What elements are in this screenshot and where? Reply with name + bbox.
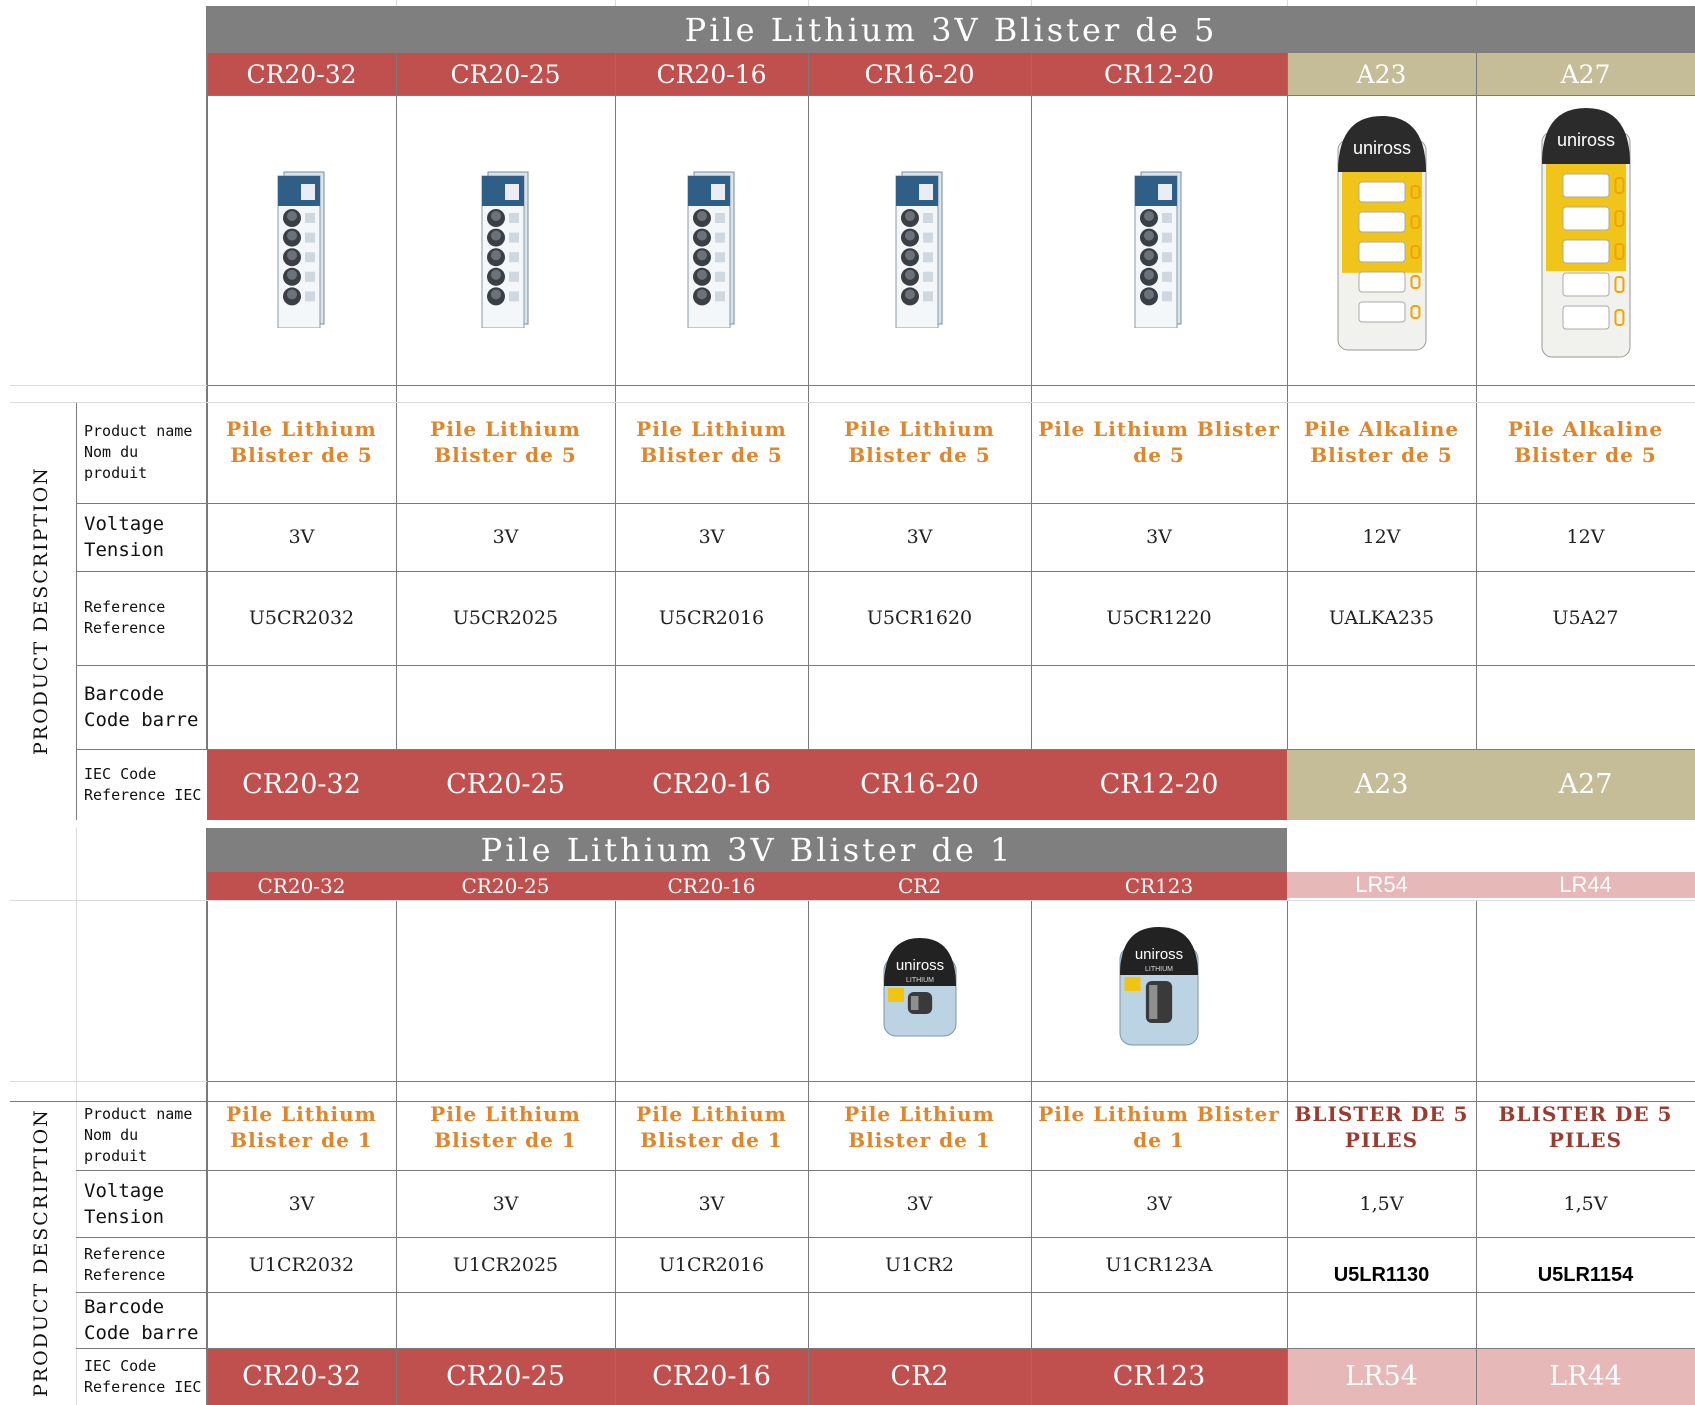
grid-line [1287, 53, 1288, 749]
section2-iec-code-0: CR20-32 [207, 1348, 396, 1405]
grid-line [10, 1081, 207, 1082]
section2-code-header-1: CR20-25 [396, 872, 615, 900]
section1-reference-0: U5CR2032 [248, 607, 355, 629]
grid-line [10, 402, 1695, 403]
section2-barcode-6 [1476, 1292, 1695, 1348]
section1-iec-code-4: CR12-20 [1031, 749, 1287, 820]
row-label-line: IEC Code [84, 1356, 157, 1375]
section2-barcode-2 [615, 1292, 808, 1348]
section1-voltage-5: 12V [1362, 526, 1401, 548]
row-label-line: produit [84, 1147, 148, 1165]
section2-product-name-5: BLISTER DE 5 PILES [1294, 1101, 1469, 1152]
section1-label-voltage [76, 503, 207, 571]
section2-iec-code-3: CR2 [808, 1348, 1031, 1405]
brand-sub: LITHIUM [1145, 966, 1173, 973]
row-label-line: Reference [84, 1265, 166, 1284]
grid-line [1031, 0, 1032, 6]
section1-reference-5: UALKA235 [1328, 607, 1435, 629]
section1-reference-1: U5CR2025 [452, 607, 559, 629]
section2-label-voltage [76, 1170, 207, 1237]
grid-line [76, 503, 1695, 504]
row-label-line: Reference IEC [84, 1377, 202, 1396]
section1-barcode-1 [396, 665, 615, 749]
section1-voltage-0: 3V [288, 526, 315, 548]
section1-label-reference [76, 571, 207, 665]
section1-code-header-1: CR20-25 [396, 53, 615, 95]
section2-title-bar: Pile Lithium 3V Blister de 1 [207, 828, 1287, 872]
section2-reference-3: U1CR2 [884, 1253, 955, 1276]
grid-line [207, 385, 1695, 386]
row-label-line: Reference IEC [84, 785, 202, 804]
grid-line [76, 1237, 1695, 1238]
grid-line [76, 1292, 1695, 1293]
row-label-line: produit [84, 464, 148, 482]
coin-cell-blister-image [275, 170, 331, 328]
coin-cell-blister-image [479, 170, 535, 328]
section2-reference-6: U5LR1154 [1537, 1264, 1634, 1286]
grid-line [808, 53, 809, 749]
coin-cell-blister-image [893, 170, 949, 328]
grid-line [1031, 53, 1032, 749]
section1-label-iec [76, 749, 207, 820]
section2-iec-code-5: LR54 [1287, 1348, 1476, 1405]
section1-voltage-3: 3V [906, 526, 933, 548]
row-label-line: Reference [84, 598, 166, 616]
single-lithium-blister-image [882, 936, 958, 1038]
section1-product-name-1: Pile Lithium Blister de 5 [430, 416, 581, 467]
grid-line [76, 665, 1695, 666]
alkaline-blister-image [1336, 112, 1428, 352]
section1-voltage-1: 3V [492, 526, 519, 548]
section2-product-name-0: Pile Lithium Blister de 1 [226, 1101, 377, 1152]
brand-logo: uniross [1556, 130, 1615, 150]
section2-iec-code-4: CR123 [1031, 1348, 1287, 1405]
section2-reference-1: U1CR2025 [452, 1253, 559, 1276]
brand-sub: LITHIUM [905, 977, 934, 984]
section2-voltage-2: 3V [698, 1192, 725, 1215]
section2-reference-0: U1CR2032 [248, 1253, 355, 1276]
section2-code-header-4: CR123 [1031, 872, 1287, 900]
row-label-line: Voltage [84, 513, 165, 535]
section2-voltage-3: 3V [906, 1192, 933, 1215]
section2-reference-2: U1CR2016 [658, 1253, 765, 1276]
section1-barcode-3 [808, 665, 1031, 749]
section1-voltage-6: 12V [1566, 526, 1605, 548]
section2-label-barcode [76, 1292, 207, 1348]
section2-iec-code-6: LR44 [1476, 1348, 1695, 1405]
section1-code-header-6: A27 [1476, 53, 1695, 95]
section1-code-header-3: CR16-20 [808, 53, 1031, 95]
section1-code-header-2: CR20-16 [615, 53, 808, 95]
section2-code-header-2: CR20-16 [615, 872, 808, 900]
grid-line [396, 53, 397, 749]
section1-iec-code-3: CR16-20 [808, 749, 1031, 820]
section2-voltage-5: 1,5V [1359, 1192, 1404, 1215]
section2-product-name-1: Pile Lithium Blister de 1 [430, 1101, 581, 1152]
section1-product-name-4: Pile Lithium Blister de 5 [1038, 416, 1280, 467]
section1-code-header-5: A23 [1287, 53, 1476, 95]
section1-barcode-2 [615, 665, 808, 749]
grid-line [76, 828, 77, 1405]
section2-barcode-4 [1031, 1292, 1287, 1348]
row-label-line: Code barre [84, 1322, 199, 1344]
section1-label-barcode [76, 665, 207, 749]
row-label-line: Nom du [84, 1126, 139, 1144]
coin-cell-blister-image [685, 170, 741, 328]
brand-logo: uniross [1134, 946, 1184, 963]
section2-product-name-6: BLISTER DE 5 PILES [1498, 1101, 1673, 1152]
section1-product-name-0: Pile Lithium Blister de 5 [226, 416, 377, 467]
section2-barcode-1 [396, 1292, 615, 1348]
grid-line [10, 1101, 1695, 1102]
section2-voltage-0: 3V [288, 1192, 315, 1215]
section1-title-bar: Pile Lithium 3V Blister de 5 [207, 6, 1695, 53]
grid-line [207, 95, 1695, 96]
section1-product-name-2: Pile Lithium Blister de 5 [636, 416, 787, 467]
grid-line [76, 1348, 1695, 1349]
grid-line [1287, 0, 1288, 6]
row-label-line: Barcode [84, 683, 165, 705]
section1-barcode-5 [1287, 665, 1476, 749]
section2-product-name-3: Pile Lithium Blister de 1 [844, 1101, 995, 1152]
grid-line [207, 1081, 1695, 1082]
section1-product-name-3: Pile Lithium Blister de 5 [844, 416, 995, 467]
section2-code-header-0: CR20-32 [207, 872, 396, 900]
grid-line [615, 0, 616, 6]
grid-line [1031, 900, 1032, 1405]
section2-product-name-4: Pile Lithium Blister de 1 [1038, 1101, 1280, 1152]
section1-reference-4: U5CR1220 [1106, 607, 1212, 629]
grid-line [1287, 900, 1288, 1405]
section2-voltage-1: 3V [492, 1192, 519, 1215]
brand-logo: uniross [1352, 138, 1411, 158]
section2-iec-code-2: CR20-16 [615, 1348, 808, 1405]
grid-line [76, 571, 1695, 572]
section2-code-header-3: CR2 [808, 872, 1031, 900]
grid-line [615, 900, 616, 1405]
grid-line [615, 53, 616, 749]
section1-iec-code-6: A27 [1476, 749, 1695, 820]
brand-logo: uniross [895, 957, 944, 974]
section1-iec-code-0: CR20-32 [207, 749, 396, 820]
grid-line [207, 53, 208, 749]
alkaline-blister-image [1540, 104, 1632, 359]
section2-barcode-0 [207, 1292, 396, 1348]
row-label-line: Reference [84, 1244, 166, 1263]
section1-product-name-6: Pile Alkaline Blister de 5 [1507, 416, 1664, 467]
section1-iec-code-2: CR20-16 [615, 749, 808, 820]
row-label-line: Product name [84, 422, 193, 440]
section2-voltage-6: 1,5V [1563, 1192, 1608, 1215]
row-label-line: Code barre [84, 709, 199, 731]
section1-reference-6: U5A27 [1552, 607, 1619, 629]
section2-voltage-4: 3V [1146, 1192, 1172, 1215]
section2-barcode-3 [808, 1292, 1031, 1348]
section1-label-product-name [76, 402, 207, 503]
row-label-line: IEC Code [84, 764, 157, 783]
row-label-line: Nom du [84, 443, 139, 461]
section2-reference-5: U5LR1130 [1333, 1264, 1430, 1286]
row-label-line: Tension [84, 1205, 165, 1228]
section1-iec-code-1: CR20-25 [396, 749, 615, 820]
row-label-line: Reference [84, 619, 166, 637]
section2-label-product-name [76, 1101, 207, 1170]
grid-line [10, 385, 207, 386]
section2-code-header-5: LR54 [1287, 872, 1476, 898]
grid-line [206, 828, 207, 1405]
coin-cell-blister-image [1132, 170, 1188, 328]
grid-line [207, 900, 208, 1405]
section1-product-name-5: Pile Alkaline Blister de 5 [1303, 416, 1460, 467]
section2-reference-4: U1CR123A [1105, 1253, 1213, 1276]
section2-barcode-5 [1287, 1292, 1476, 1348]
section2-label-reference [76, 1237, 207, 1292]
grid-line [1476, 0, 1477, 6]
section1-reference-3: U5CR1620 [866, 607, 973, 629]
single-lithium-blister-image [1118, 925, 1200, 1047]
section2-iec-code-1: CR20-25 [396, 1348, 615, 1405]
grid-line [396, 0, 397, 6]
grid-line [808, 900, 809, 1405]
section1-barcode-6 [1476, 665, 1695, 749]
section1-iec-code-5: A23 [1287, 749, 1476, 820]
grid-line [1476, 53, 1477, 749]
grid-line [396, 900, 397, 1405]
row-label-line: Product name [84, 1105, 193, 1123]
section1-voltage-2: 3V [698, 526, 725, 548]
row-label-line: Tension [84, 539, 165, 561]
section2-product-name-2: Pile Lithium Blister de 1 [636, 1101, 787, 1152]
section1-side-label: PRODUCT DESCRIPTION [30, 466, 52, 756]
section2-side-label: PRODUCT DESCRIPTION [30, 1108, 52, 1398]
section2-label-iec [76, 1348, 207, 1405]
section2-code-header-6: LR44 [1476, 872, 1695, 898]
grid-line [808, 0, 809, 6]
grid-line [76, 402, 77, 820]
section1-barcode-4 [1031, 665, 1287, 749]
section1-barcode-0 [207, 665, 396, 749]
grid-line [76, 1170, 1695, 1171]
section1-code-header-4: CR12-20 [1031, 53, 1287, 95]
row-label-line: Barcode [84, 1296, 165, 1318]
grid-line [1476, 900, 1477, 1405]
grid-line [10, 900, 1695, 901]
row-label-line: Voltage [84, 1179, 165, 1202]
section1-voltage-4: 3V [1146, 526, 1172, 548]
grid-line [206, 6, 207, 749]
grid-line [76, 749, 1695, 750]
section1-code-header-0: CR20-32 [207, 53, 396, 95]
section1-reference-2: U5CR2016 [658, 607, 765, 629]
